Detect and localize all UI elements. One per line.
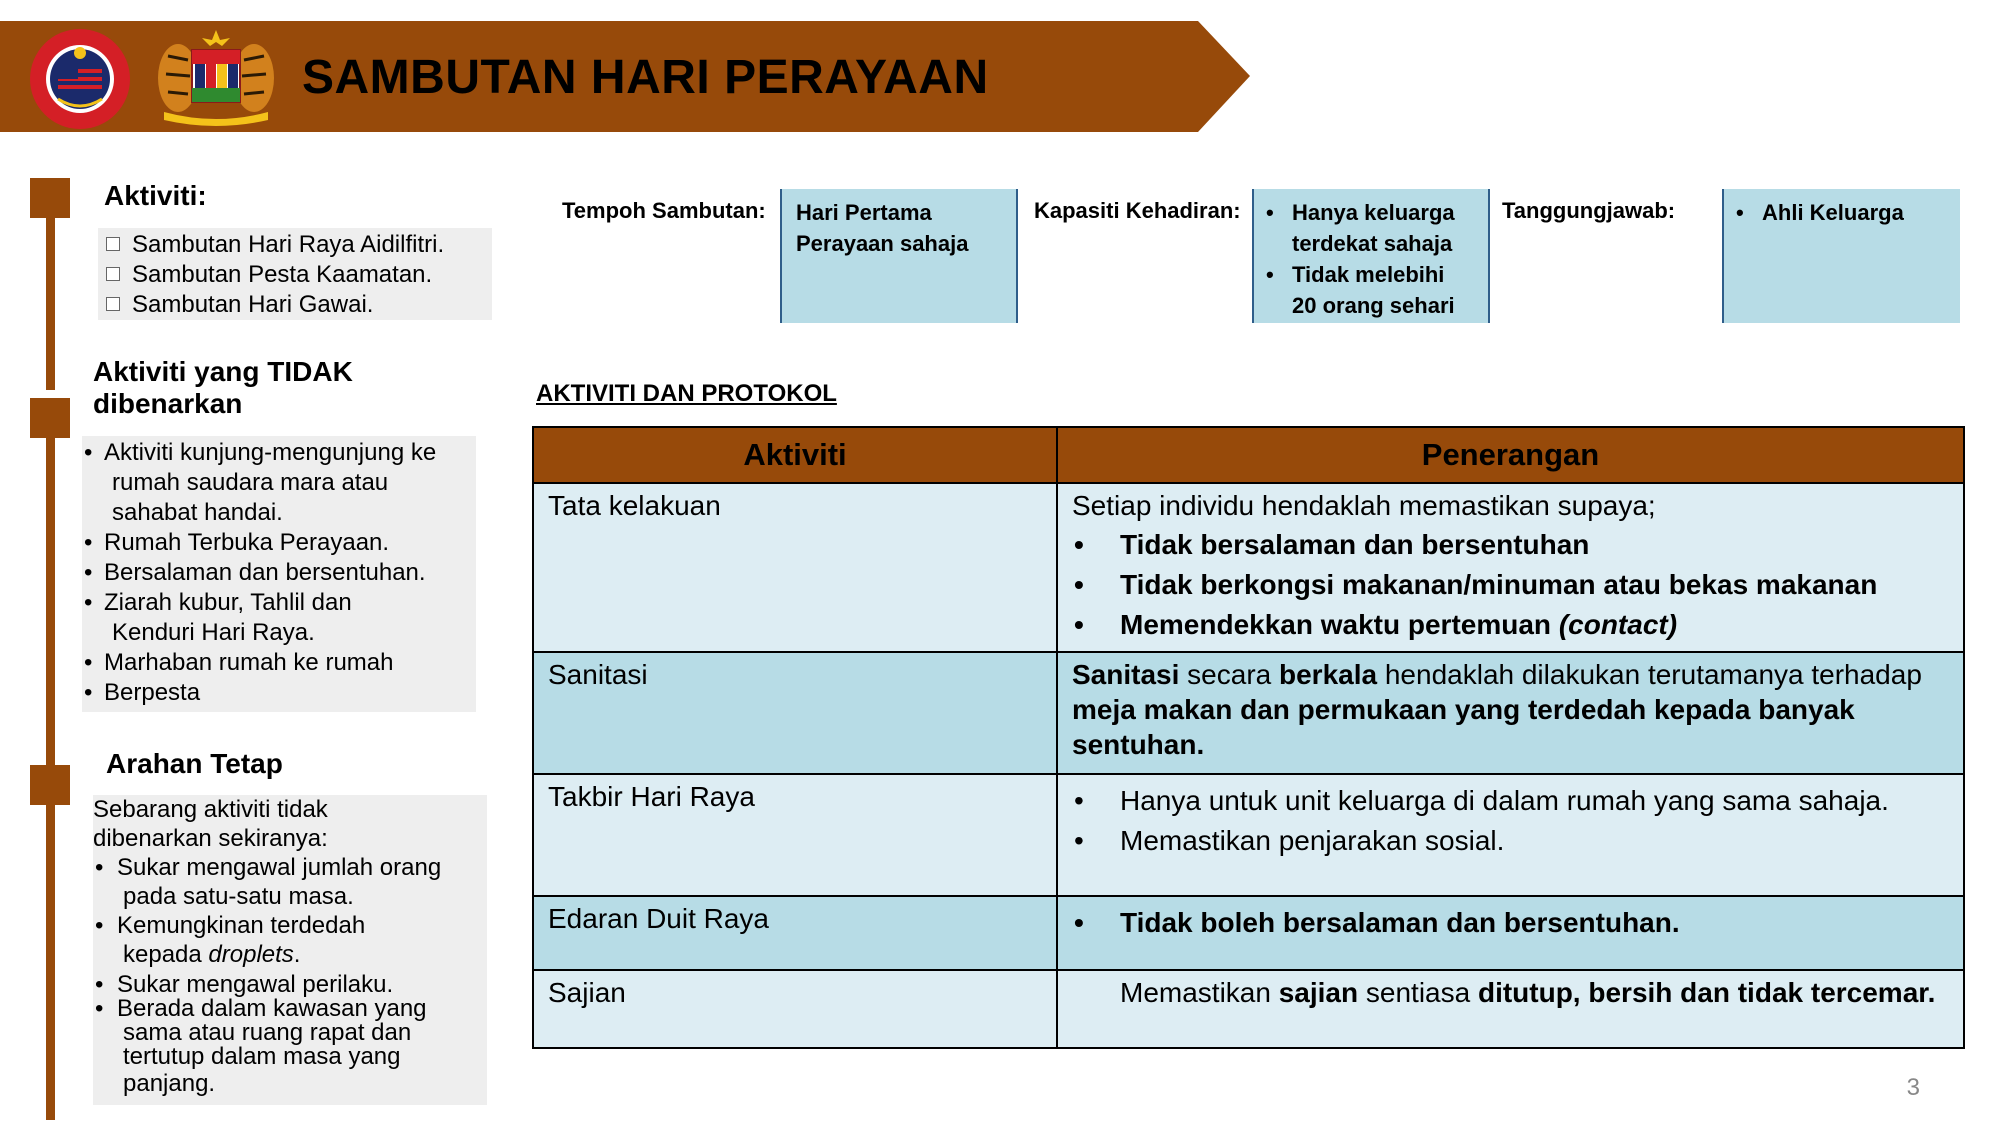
row-desc: Setiap individu hendaklah memastikan supaya; • Tidak bersalaman dan bersentuhan • Tidak berkongsi makanan/minuman atau bekas makanan • Memendekkan waktu pertemuan (contact) (1057, 483, 1964, 652)
row-name: Sanitasi (533, 652, 1057, 774)
timeline-line (46, 770, 55, 1120)
capacity-label: Kapasiti Kehadiran: (1034, 198, 1241, 223)
row-desc: • Hanya untuk unit keluarga di dalam rumah yang sama sahaja. • Memastikan penjarakan sosial. (1057, 774, 1964, 896)
responsibility-label: Tanggungjawab: (1502, 198, 1676, 223)
row-name: Takbir Hari Raya (533, 774, 1057, 896)
checkbox-icon (106, 267, 120, 281)
activities-title: Aktiviti: (104, 180, 207, 211)
timeline-marker (30, 398, 70, 438)
list-item: • Tidak melebihi (1264, 259, 1474, 290)
list-item: • Berpesta (82, 678, 476, 708)
list-item: • Kemungkinan terdedah (93, 911, 487, 940)
row-name: Tata kelakuan (533, 483, 1057, 652)
list-item-cont: sama atau ruang rapat dan (123, 1019, 412, 1046)
list-item: • Aktiviti kunjung-mengunjung ke (82, 438, 476, 468)
timeline-line (46, 400, 55, 770)
table-row (533, 970, 1964, 1048)
list-item: • Rumah Terbuka Perayaan. (82, 528, 476, 558)
period-box: Hari Pertama Perayaan sahaja (780, 189, 1018, 323)
standing-list (93, 795, 487, 1105)
list-item: • Berada dalam kawasan yang (93, 997, 487, 1021)
list-item-cont: panjang. (123, 1070, 216, 1097)
standing-intro: dibenarkan sekiranya: (93, 825, 328, 852)
list-item: Sambutan Hari Gawai. (106, 290, 484, 320)
list-item: • Ziarah kubur, Tahlil dan (82, 588, 476, 618)
list-item: Sambutan Hari Raya Aidilfitri. (106, 230, 484, 260)
list-item: • Sukar mengawal jumlah orang (93, 853, 487, 882)
page-number: 3 (1906, 1074, 1920, 1101)
list-item-cont: kepada droplets. (123, 941, 301, 968)
list-item-cont: pada satu-satu masa. (123, 883, 354, 910)
row-desc: Memastikan sajian sentiasa ditutup, bersih dan tidak tercemar. (1057, 970, 1964, 1048)
table-title: AKTIVITI DAN PROTOKOL (536, 380, 837, 407)
page-title: SAMBUTAN HARI PERAYAAN (302, 51, 989, 104)
capacity-box: • Hanya keluarga terdekat sahaja • Tidak melebihi 20 orang sehari (1252, 189, 1490, 323)
not-allowed-title: Aktiviti yang TIDAK dibenarkan (93, 356, 353, 419)
table-row (533, 774, 1964, 896)
row-name: Edaran Duit Raya (533, 896, 1057, 970)
period-label: Tempoh Sambutan: (562, 198, 766, 223)
list-item-cont: Kenduri Hari Raya. (112, 619, 315, 646)
responsibility-box (1722, 189, 1960, 323)
timeline-marker (30, 178, 70, 218)
list-item: • Marhaban rumah ke rumah (82, 648, 476, 678)
row-name: Sajian (533, 970, 1057, 1048)
column-header: Penerangan (1057, 427, 1964, 483)
list-item: • Hanya keluarga (1264, 197, 1474, 228)
list-item: Sambutan Pesta Kaamatan. (106, 260, 484, 290)
table-row (533, 896, 1964, 970)
column-header: Aktiviti (533, 427, 1057, 483)
timeline-line (46, 190, 55, 390)
not-allowed-list (82, 436, 476, 712)
list-item-cont: tertutup dalam masa yang (123, 1043, 401, 1070)
list-item: • Sukar mengawal perilaku. (93, 973, 487, 997)
protocol-table (532, 426, 1965, 1049)
standing-intro: Sebarang aktiviti tidak (93, 796, 328, 823)
checkbox-icon (106, 237, 120, 251)
table-row (533, 652, 1964, 774)
standing-title: Arahan Tetap (106, 748, 283, 779)
table-row (533, 483, 1964, 652)
activities-list (98, 228, 492, 320)
row-desc: • Tidak boleh bersalaman dan bersentuhan. (1057, 896, 1964, 970)
list-item-cont: sahabat handai. (112, 499, 283, 526)
list-item: • Ahli Keluarga (1734, 197, 1946, 228)
list-item: • Bersalaman dan bersentuhan. (82, 558, 476, 588)
row-desc: Sanitasi secara berkala hendaklah dilakukan terutamanya terhadap meja makan dan permukaan yang terdedah kepada banyak sentuhan. (1057, 652, 1964, 774)
coat-of-arms-logo (150, 26, 282, 126)
timeline-marker (30, 765, 70, 805)
nsc-logo (28, 27, 132, 131)
checkbox-icon (106, 297, 120, 311)
list-item-cont: rumah saudara mara atau (112, 469, 389, 496)
